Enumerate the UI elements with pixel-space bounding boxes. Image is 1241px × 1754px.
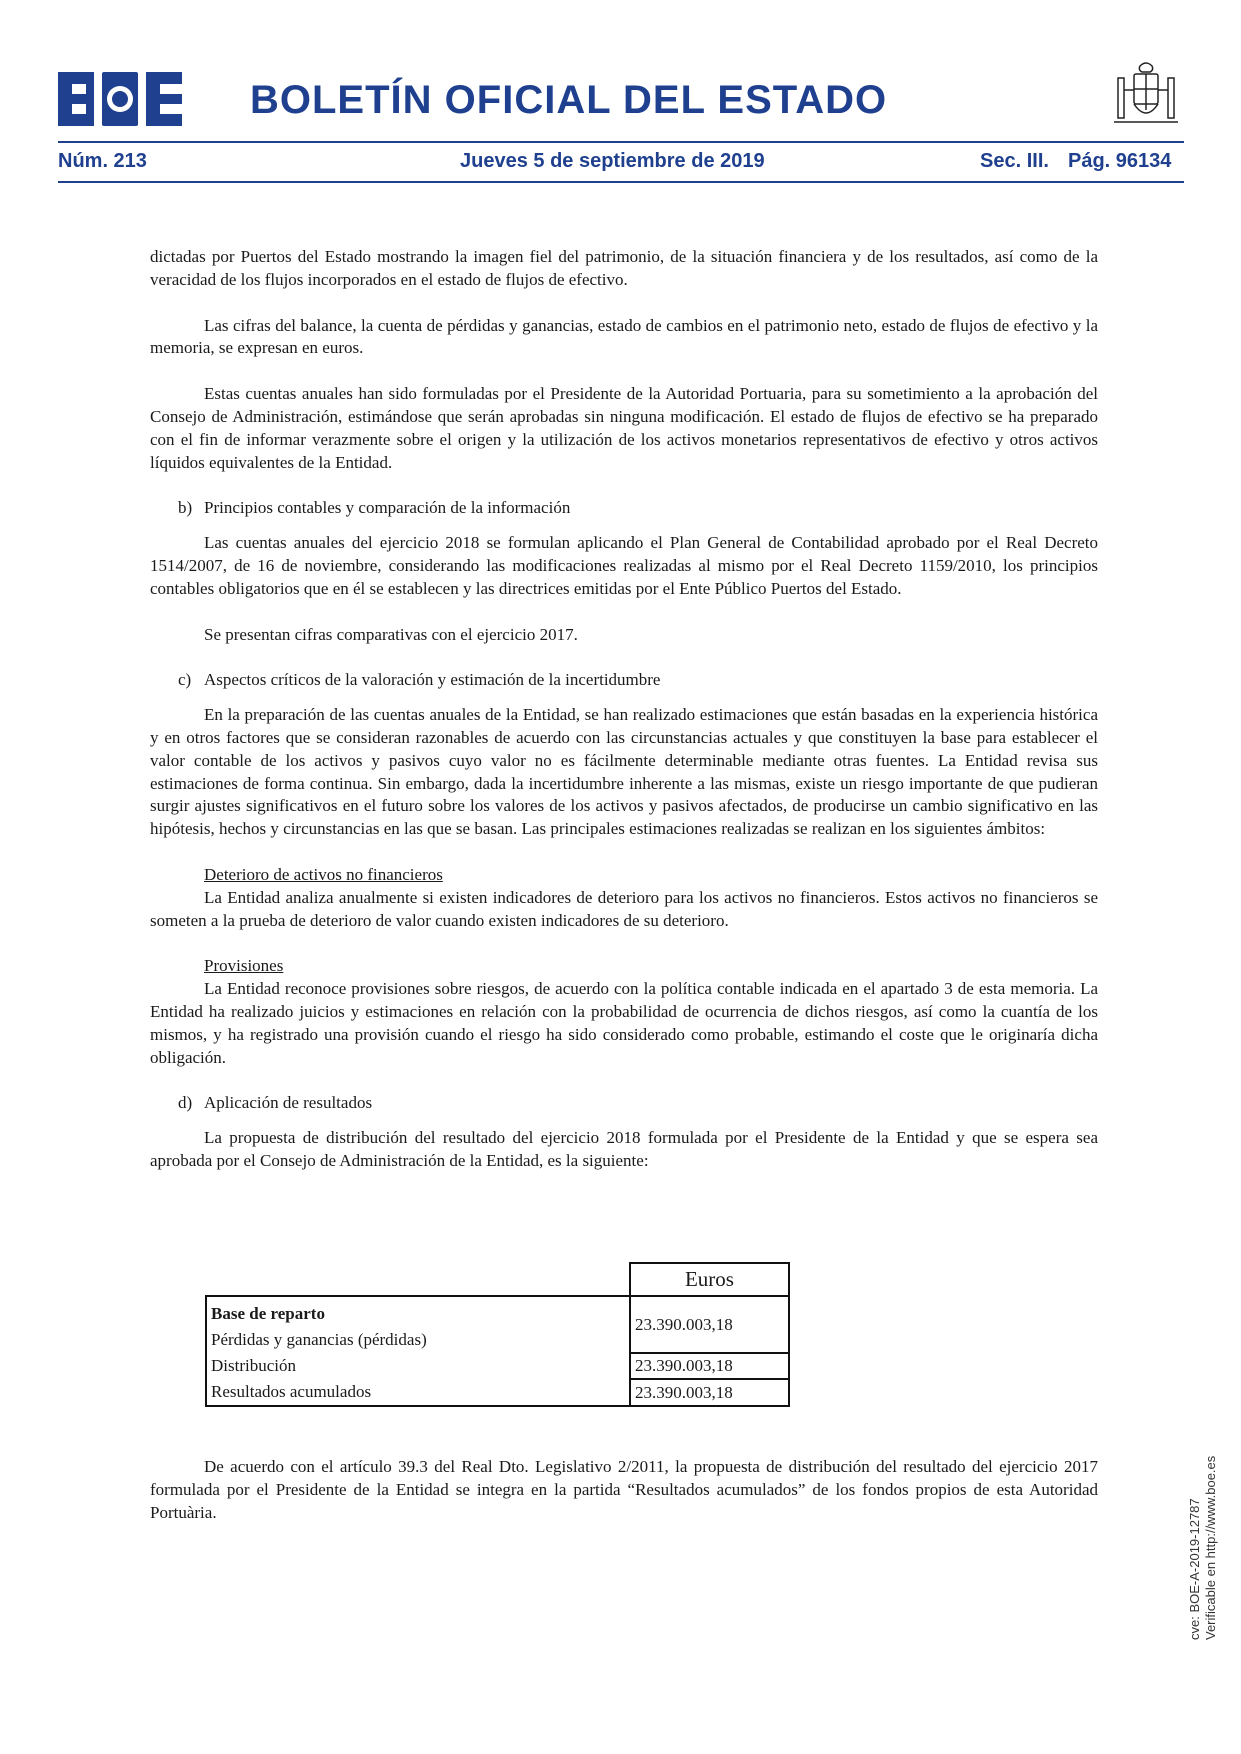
paragraph: La Entidad reconoce provisiones sobre riesgos, de acuerdo con la política contable indicada en el apartado 3 de esta memoria. La Entidad ha realizado juicios y estimaciones en relación con la probabilidad de ocurrencia de dichos riesgos, así como la cuantía de los mismos, y ha registrado una provisión cuando el riesgo ha sido considerado como probable, estimando el coste que le originaría dicha obligación.: [150, 979, 1098, 1067]
column-header-euros: Euros: [630, 1263, 789, 1296]
paragraph: Se presentan cifras comparativas con el ejercicio 2017.: [204, 624, 578, 644]
document-body-footer: [150, 1456, 1098, 1524]
section-heading-d: [150, 1092, 1098, 1115]
cve-code: cve: BOE-A-2019-12787: [1187, 1498, 1202, 1640]
subheading: [150, 955, 1098, 978]
header-rule-top: [58, 141, 1184, 143]
boe-logo: [58, 72, 182, 126]
paragraph: Estas cuentas anuales han sido formuladas por el Presidente de la Autoridad Portuaria, para su sometimiento a la aprobación del Consejo de Administración, estimándose que serán aprobadas sin ninguna modificación. El estado de flujos de efectivo se ha preparado con el fin de informar verazmente sobre el origen y la utilización de los activos monetarios representativos de efectivo y otros activos líquidos equivalentes de la Entidad.: [150, 384, 1098, 472]
table-header-row: [206, 1263, 789, 1296]
paragraph: En la preparación de las cuentas anuales de la Entidad, se han realizado estimaciones que están basadas en la experiencia histórica y en otros factores que se consideran razonables de acuerdo con las circunstancias actuales y que constituyen la base para establecer el valor contable de los activos y pasivos cuyo valor no es fácilmente determinable mediante otras fuentes. La Entidad revisa sus estimaciones de forma continua. Sin embargo, dada la incertidumbre inherente a las mismas, existe un riesgo importante de que pudieran surgir ajustes significativos en el futuro sobre los valores de los activos y pasivos afectados, de producirse un cambio significativo en las hipótesis, hechos y circunstancias en las que se basan. Las principales estimaciones realizadas se realizan en los siguientes ámbitos:: [150, 705, 1098, 839]
section-heading-b: [150, 497, 1098, 520]
section-title: Aplicación de resultados: [204, 1093, 373, 1113]
table-row: [206, 1296, 789, 1353]
paragraph: La Entidad analiza anualmente si existen indicadores de deterioro para los activos no financieros. Estos activos no financieros se someten a la prueba de deterioro de valor cuando existen indicadores de su deterioro.: [150, 887, 1098, 930]
gazette-title: BOLETÍN OFICIAL DEL ESTADO: [250, 78, 888, 122]
header-rule-bottom: [58, 181, 1184, 183]
document-body: [150, 246, 1098, 1173]
section-title: Aspectos críticos de la valoración y estimación de la incertidumbre: [204, 670, 661, 690]
row-label: Distribución: [206, 1353, 630, 1379]
section-title: Principios contables y comparación de la información: [204, 498, 571, 518]
paragraph: Las cuentas anuales del ejercicio 2018 se formulan aplicando el Plan General de Contabilidad aprobado por el Real Decreto 1514/2007, de 16 de noviembre, considerando las modificaciones realizadas al mismo por el Real Decreto 1159/2010, los principios contables obligatorios que en él se establecen y las directrices emitidas por el Ente Público Puertos del Estado.: [150, 533, 1098, 598]
page-number: Pág. 96134: [1068, 150, 1172, 172]
row-label: Pérdidas y ganancias (pérdidas): [211, 1330, 427, 1349]
row-value: 23.390.003,18: [630, 1296, 789, 1353]
base-label: Base de reparto: [211, 1304, 325, 1323]
section-label: Sec. III.: [980, 150, 1049, 172]
subheading-title: Deterioro de activos no financieros: [204, 864, 443, 884]
section-heading-c: [150, 669, 1098, 692]
paragraph: La propuesta de distribución del resultado del ejercicio 2018 formulada por el Presidente de la Entidad y que se espera sea aprobada por el Consejo de Administración de la Entidad, es la siguiente:: [150, 1128, 1098, 1170]
paragraph: Las cifras del balance, la cuenta de pérdidas y ganancias, estado de cambios en el patrimonio neto, estado de flujos de efectivo y la memoria, se expresan en euros.: [150, 315, 1098, 358]
paragraph: dictadas por Puertos del Estado mostrando la imagen fiel del patrimonio, de la situación financiera y de los resultados, así como de la veracidad de los flujos incorporados en el estado de flujos de efectivo.: [150, 247, 1098, 289]
table-row: [206, 1353, 789, 1379]
table-row: [206, 1379, 789, 1406]
paragraph: De acuerdo con el artículo 39.3 del Real Dto. Legislativo 2/2011, la propuesta de distribución del resultado del ejercicio 2017 formulada por el Presidente de la Entidad se integra en la partida “Resultados acumulados” de los fondos propios de esta Autoridad Portuària.: [150, 1457, 1098, 1522]
row-value: 23.390.003,18: [630, 1379, 789, 1406]
results-distribution-table: [205, 1262, 790, 1407]
row-value: 23.390.003,18: [630, 1353, 789, 1379]
verification-sidebar: [1187, 1456, 1219, 1640]
coat-of-arms-icon: [1110, 60, 1182, 132]
verification-link[interactable]: Verificable en http://www.boe.es: [1203, 1455, 1218, 1640]
row-label: Resultados acumulados: [206, 1379, 630, 1406]
issue-number: Núm. 213: [58, 150, 147, 172]
issue-date: Jueves 5 de septiembre de 2019: [460, 150, 765, 172]
section-letter: d): [178, 1093, 193, 1113]
subheading-title: Provisiones: [204, 956, 284, 976]
subheading: [150, 864, 1098, 887]
section-letter: b): [178, 498, 193, 518]
section-letter: c): [178, 670, 192, 690]
